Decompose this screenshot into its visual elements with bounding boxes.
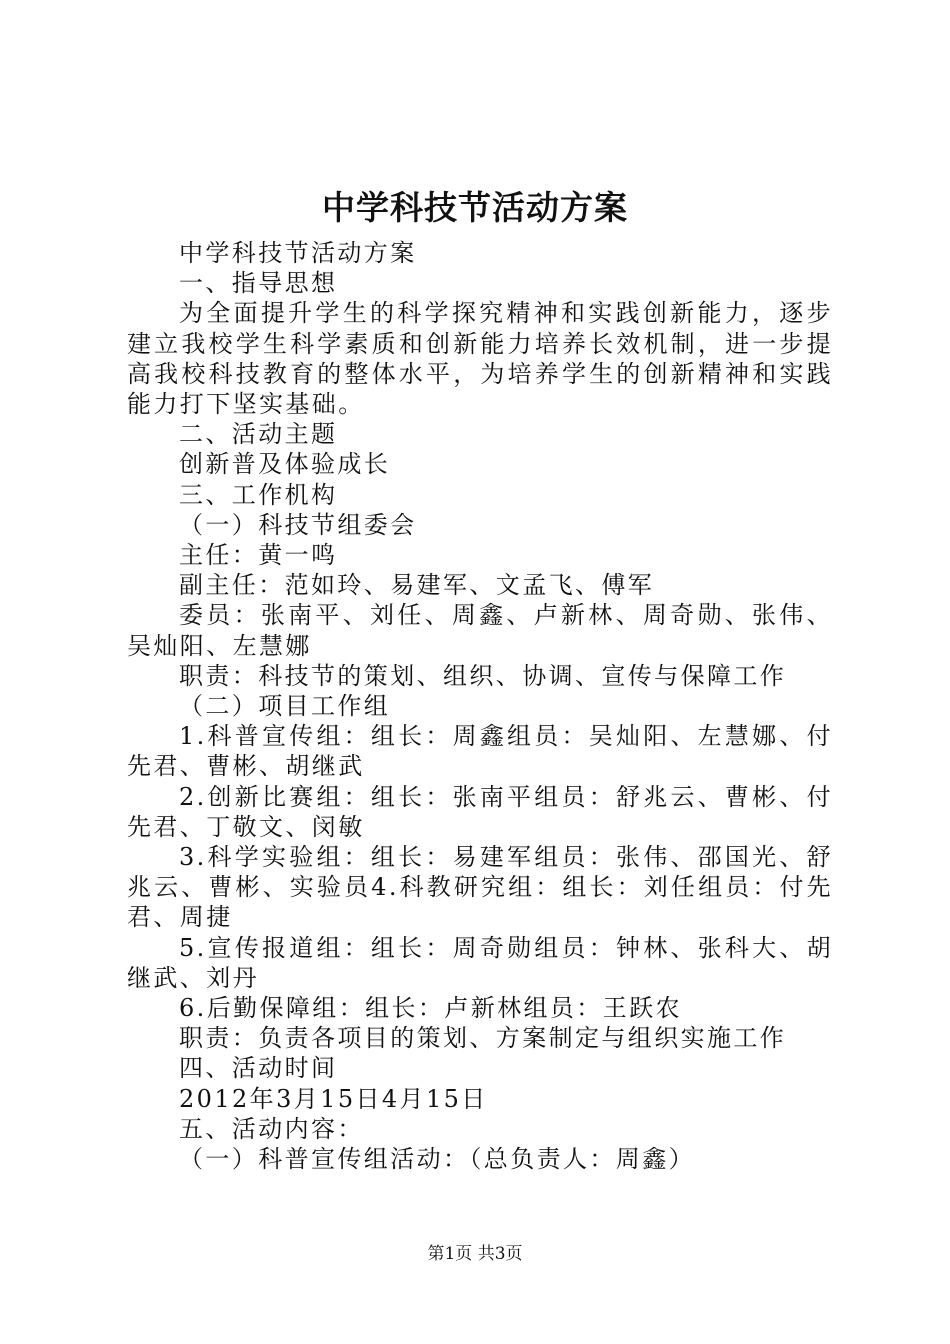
paragraph: 委员：张南平、刘任、周鑫、卢新林、周奇勋、张伟、吴灿阳、左慧娜 <box>127 601 833 660</box>
subsection-heading: （一）科普宣传组活动：（总负责人：周鑫） <box>179 1145 695 1174</box>
section-heading: 三、工作机构 <box>179 480 338 509</box>
paragraph: 1.科普宣传组：组长：周鑫组员：吴灿阳、左慧娜、付先君、曹彬、胡继武 <box>127 722 833 781</box>
paragraph: 6.后勤保障组：组长：卢新林组员：王跃农 <box>179 994 682 1023</box>
paragraph: 2.创新比赛组：组长：张南平组员：舒兆云、曹彬、付先君、丁敬文、闵敏 <box>127 782 833 841</box>
section-heading: 五、活动内容： <box>179 1114 364 1143</box>
paragraph: 3.科学实验组：组长：易建军组员：张伟、邵国光、舒兆云、曹彬、实验员4.科教研究组：组长：刘任组员：付先君、周捷 <box>127 843 833 932</box>
document-body <box>127 238 833 1174</box>
page-footer: 第1页 共3页 <box>427 1244 523 1264</box>
paragraph: 2012年3月15日4月15日 <box>179 1084 488 1113</box>
paragraph: 中学科技节活动方案 <box>179 239 417 267</box>
document-title: 中学科技节活动方案 <box>322 188 628 227</box>
paragraph: 职责：负责各项目的策划、方案制定与组织实施工作 <box>179 1024 787 1053</box>
section-heading: 四、活动时间 <box>179 1054 338 1083</box>
paragraph: 为全面提升学生的科学探究精神和实践创新能力，逐步建立我校学生科学素质和创新能力培养长效机制，进一步提高我校科技教育的整体水平，为培养学生的创新精神和实践能力打下坚实基础。 <box>127 299 833 419</box>
section-heading: 二、活动主题 <box>179 420 338 449</box>
subsection-heading: （一）科技节组委会 <box>179 510 417 539</box>
paragraph: 5.宣传报道组：组长：周奇勋组员：钟林、张科大、胡继武、刘丹 <box>127 933 833 992</box>
paragraph: 创新普及体验成长 <box>179 450 391 479</box>
subsection-heading: （二）项目工作组 <box>179 692 391 721</box>
paragraph: 主任：黄一鸣 <box>179 541 338 570</box>
paragraph: 副主任：范如玲、易建军、文孟飞、傅军 <box>179 571 655 600</box>
section-heading: 一、指导思想 <box>179 269 338 298</box>
paragraph: 职责：科技节的策划、组织、协调、宣传与保障工作 <box>179 661 787 690</box>
